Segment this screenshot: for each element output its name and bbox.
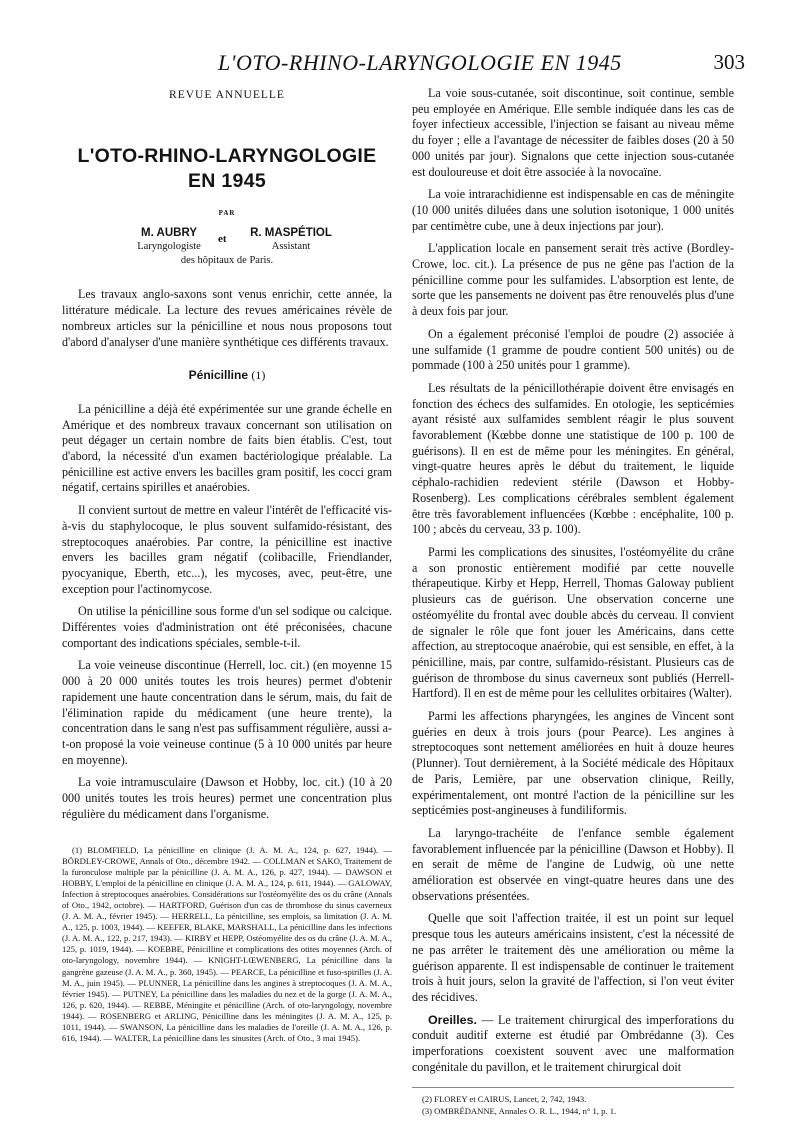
authors-block xyxy=(62,227,392,273)
left-column xyxy=(62,88,392,1044)
author-maspetiol xyxy=(230,227,352,253)
author2-role: Assistant xyxy=(271,241,311,253)
body-paragraph: La voie intrarachidienne est indispensable en cas de méningite (10 000 unités diluées dans une solution isotonique, 1 000 unités par centimètre cube, une à deux injections par jour). xyxy=(412,187,734,233)
section-title: Pénicilline xyxy=(188,368,248,383)
rubric: REVUE ANNUELLE xyxy=(169,89,285,101)
running-title: L'OTO-RHINO-LARYNGOLOGIE EN 1945 xyxy=(218,50,622,75)
footnote-1: (1) BLOMFIELD, La pénicilline en clinique (J. A. M. A., 124, p. 627, 1944). — BÖRDLEY-CROWE, Annals of Oto., décembre 1942. — COLLMAN et SAKO, Traitement de la furonculose multiple par la pénicilline (J. A. M. A., 126, p. 427, 1944). — DAWSON et HOBBY, L'emploi de la pénicilline en clinique (J. A. M. A., 124, p. 611, 1944). — GALOWAY, Infection à streptocoques anaérobies. Considérations sur l'ostéomyélite des os du crâne (Annals of Oto., 1942, octobre). — HARTFORD, Guérison d'un cas de thrombose du sinus caverneux (J. A. M. A., février 1945). — HERRELL, La pénicilline, ses emplois, sa limitation (J. A. M. A., 125, p. 1003, 1944). — KEEFER, BLAKE, MARSHALL, La pénicilline dans les infections (J. A. M. A., 122, p. 217, 1943). — KIRBY et HEPP, Ostéomyélite des os du crâne (J. A. M. A., 125, p. 1019, 1944). — KOEBBE, Pénicilline et complications des otites moyennes (Arch. of oto-laryngology, novembre 1944). — KNIGHT-LŒWENBERG, La pénicilline dans la gangrène gazeuse (J. A. M. A., p. 360, 1945). — PEARCE, La pénicilline et fuso-spirilles (J. A. M. A., juin 1945). — PLUNNER, La pénicilline dans les angines à streptocoques (J. A. M. A., février 1945). — PUTNEY, La pénicilline dans les maladies du nez et de la gorge (J. A. M. A., 126, p. 620, 1944). — REBBE, Méningite et pénicilline (Arch. of oto-laryngology, novembre 1944). — ROSENBERG et ARLING, Pénicilline dans les méningites (J. A. M. A., 125, p. 1011, 1944). — SWANSON, La pénicilline dans les maladies de l'oreille (J. A. M. A., 126, p. 616, 1944). — WALTER, La pénicilline dans les sinusites (Arch. of Oto., 3 mai 1945). xyxy=(62,844,392,1044)
section-footnote-ref: (1) xyxy=(251,368,266,383)
article-title-line1: L'OTO-RHINO-LARYNGOLOGIE xyxy=(77,144,377,167)
footnote-3: (3) OMBRÉDANNE, Annales O. R. L., 1944, n° 1, p. 1. xyxy=(422,1105,617,1116)
body-paragraph: Quelle que soit l'affection traitée, il est un point sur lequel presque tous les auteurs américains insistent, c'est la nécessité de ne pas arrêter le traitement dès une amélioration ou même la guérison apparente. Il est indispensable de continuer le traitement trois à huit jours, selon la gravité de l'affection, si l'on veut éviter des récidives. xyxy=(412,911,734,1004)
body-paragraph: On utilise la pénicilline sous forme d'un sel sodique ou calcique. Différentes voies d'administration ont été préconisées, chacune comportant des indications spéciales, semble-t-il. xyxy=(62,604,392,650)
oreilles-heading: Oreilles. xyxy=(428,1012,477,1027)
body-paragraph: Parmi les affections pharyngées, les angines de Vincent sont guéries en deux à trois jours (pour Pearce). Les angines à streptocoques sont nettement améliorées en huit à douze heures (Plunner). Tout dernièrement, à la Société médicale des Hôpitaux de Paris, Lemière, par une observation clinique, Reilly, expérimentalement, ont montré l'action de la pénicilline sur les septicémies post-angineuses à fundiliformis. xyxy=(412,709,734,818)
body-paragraph: La laryngo-trachéite de l'enfance semble également favorablement influencée par la pénicilline (Dawson et Hobby). Il en serait de même de l'angine de Ludwig, où une nette amélioration est observée en vingt-quatre heures dans une des observations présentées. xyxy=(412,825,734,903)
author-conjunction: et xyxy=(218,233,227,246)
section-heading-penicilline xyxy=(62,368,392,384)
intro-paragraph: Les travaux anglo-saxons sont venus enrichir, cette année, la littérature médicale. La lecture des revues américaines révèle de nombreux articles sur la pénicilline et nous nous proposons tout d'abord d'analyser d'une manière synthétique ces différents travaux. xyxy=(62,287,392,349)
body-paragraph: La voie intramusculaire (Dawson et Hobby, loc. cit.) (10 à 20 000 unités toutes les trois heures) permet une concentration plus régulière du médicament dans l'organisme. xyxy=(62,775,392,821)
oreilles-text: — Le traitement chirurgical des imperforations du conduit auditif externe est étudié par Ombrédanne (3). Ces imperforations coexistent souvent avec une malformation congénitale du pavillon, et le traitement chirurgical doit xyxy=(412,1012,734,1074)
author-aubry xyxy=(114,227,224,253)
footnotes-left xyxy=(62,845,392,1045)
body-paragraph: Il convient surtout de mettre en valeur l'intérêt de l'efficacité vis-à-vis du staphylocoque, le plus souvent sulfamido-résistant, des streptocoques anaérobies. Par contre, la pénicilline est inactive envers les bacilles gram négatif (colibacille, Friendlander, pyocyanique, Eberth, etc...), les mycoses, avec, peut-être, une exception pour l'actinomycose. xyxy=(62,503,392,596)
article-title-line2: EN 1945 xyxy=(188,169,266,192)
byline-par: PAR xyxy=(218,208,236,217)
affiliation: des hôpitaux de Paris. xyxy=(180,255,274,267)
author2-name: R. MASPÉTIOL xyxy=(250,227,332,240)
body-paragraph: La voie sous-cutanée, soit discontinue, soit continue, semble peu employée en Amérique. Elle semble indiquée dans les cas de foyer infectieux accessible, l'injection se faisant au niveau même du foyer ; elle a l'avantage de nécessiter de faibles doses (20 à 50 000 unités par jour). Signalons que cette injection sous-cutanée est douloureuse et doit être associée à la novocaïne. xyxy=(412,86,734,179)
body-paragraph: La voie veineuse discontinue (Herrell, loc. cit.) (en moyenne 15 000 à 20 000 unités toutes les trois heures) permet d'obtenir rapidement une haute concentration dans le sérum, mais, du fait de l'élimination rapide du médicament (une heure trente), la concentration dans le sang n'est pas suffisamment régulière, aussi a-t-on proposé la voie veineuse continue (5 à 10 000 unités par heure en moyenne). xyxy=(62,658,392,767)
footnote-2: (2) FLOREY et CAIRUS, Lancet, 2, 742, 1943. xyxy=(422,1094,587,1105)
running-header xyxy=(0,50,800,84)
author1-name: M. AUBRY xyxy=(140,227,197,240)
page-number: 303 xyxy=(713,50,745,74)
footnote-rule xyxy=(412,1087,734,1088)
body-paragraph: Les résultats de la pénicillothérapie doivent être envisagés en fonction des échecs des sulfamides. En otologie, les septicémies ayant résisté aux sulfamides semblent réagir le plus souvent favorablement (Kœbbe donne une statistique de 100 p. 100 de guérisons). Il en est de même pour les méningites. En général, vingt-quatre heures après le début du traitement, le liquide céphalo-rachidien redevient stérile (Dawson et Hobby-Rosenberg). Les complications cérébrales semblent également être très favorablement influencées (Kœbbe : encéphalite, 100 p. 100 ; abcès du cerveau, 33 p. 100). xyxy=(412,380,734,537)
body-paragraph: La pénicilline a déjà été expérimentée sur une grande échelle en Amérique et des nombreux travaux concernant son utilisation on peut dégager un certain nombre de faits bien établis. C'est, tout d'abord, la nécessité d'un examen bactériologique préalable. La pénicilline est active envers les bacilles gram positif, les cocci gram négatif, certains spirilles et anaérobies. xyxy=(62,401,392,495)
right-column xyxy=(412,86,734,1117)
body-paragraph: Parmi les complications des sinusites, l'ostéomyélite du crâne a son pronostic entièrement modifié par cette nouvelle thérapeutique. Kirby et Hepp, Herrell, Thomas Galoway publient plusieurs cas de guérison. Une observation concerne une ostéomyélite du frontal avec double abcès du cerveau. Il convient de signaler le rôle que font jouer les Américains, dans cette affection, au streptocoque anaérobie, qui est sensible, en effet, à la pénicilline, mais, par contre, sulfamido-résistant. Plusieurs cas de guérison de thrombose du sinus caverneux sont publiés (Herrell-Hartford). Il en est de même pour les cellulites orbitaires (Walter). xyxy=(412,544,734,701)
footnotes-right xyxy=(412,1094,734,1116)
body-paragraph: L'application locale en pansement serait très active (Bordley-Crowe, loc. cit.). La présence de pus ne gêne pas l'action de la pénicilline comme pour les sulfamides. L'absorption est lente, de sorte que les pansements ne doivent pas être renouvelés plus d'une à deux fois par jour. xyxy=(412,241,734,319)
body-paragraph: On a également préconisé l'emploi de poudre (2) associée à une sulfamide (1 gramme de poudre contient 500 unités) ou de pommade (100 à 250 unités pour 1 gramme). xyxy=(412,326,734,373)
author1-role: Laryngologiste xyxy=(137,241,201,253)
oreilles-paragraph xyxy=(412,1013,734,1076)
